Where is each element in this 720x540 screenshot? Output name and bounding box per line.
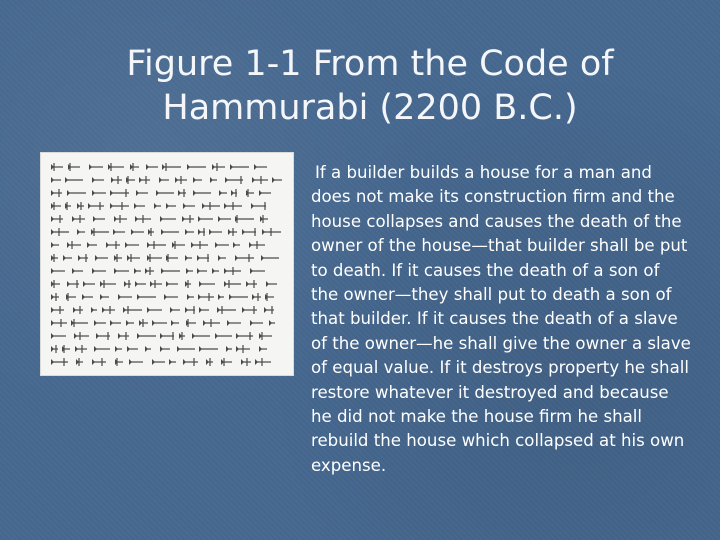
cuneiform-wedge bbox=[118, 332, 129, 340]
cuneiform-wedge bbox=[178, 189, 186, 197]
cuneiform-wedge bbox=[92, 268, 106, 274]
cuneiform-wedge bbox=[92, 177, 104, 183]
cuneiform-wedge bbox=[265, 293, 274, 301]
cuneiform-wedge bbox=[87, 242, 97, 248]
cuneiform-wedge bbox=[170, 307, 180, 313]
cuneiform-wedge bbox=[160, 346, 170, 352]
cuneiform-wedge bbox=[224, 202, 242, 210]
cuneiform-wedge bbox=[185, 280, 191, 288]
cuneiform-wedge bbox=[106, 241, 120, 249]
cuneiform-wedge bbox=[262, 228, 281, 236]
cuneiform-wedge bbox=[147, 254, 162, 262]
cuneiform-wedge bbox=[231, 189, 237, 197]
cuneiform-wedge bbox=[147, 241, 166, 249]
cuneiform-wedge bbox=[126, 320, 134, 326]
cuneiform-wedge bbox=[94, 320, 106, 326]
cuneiform-wedge bbox=[134, 203, 145, 209]
cuneiform-wedge bbox=[96, 332, 110, 340]
cuneiform-wedge bbox=[166, 281, 178, 287]
cuneiform-wedge bbox=[251, 202, 266, 210]
cuneiform-wedge bbox=[65, 202, 71, 210]
cuneiform-wedge bbox=[179, 332, 185, 340]
cuneiform-wedge bbox=[199, 281, 215, 287]
cuneiform-wedge bbox=[91, 307, 97, 313]
cuneiform-wedge bbox=[102, 306, 115, 314]
cuneiform-wedge bbox=[177, 346, 195, 352]
cuneiform-tablet-image bbox=[40, 152, 294, 376]
cuneiform-wedge bbox=[228, 228, 237, 236]
cuneiform-wedge bbox=[51, 280, 60, 288]
cuneiform-wedge bbox=[219, 190, 227, 196]
cuneiform-wedge bbox=[218, 294, 224, 300]
cuneiform-wedge bbox=[114, 254, 122, 262]
cuneiform-wedge bbox=[139, 319, 148, 327]
cuneiform-wedge bbox=[250, 320, 263, 326]
cuneiform-wedge bbox=[259, 332, 272, 340]
cuneiform-wedge bbox=[198, 228, 205, 236]
cuneiform-wedge bbox=[264, 306, 274, 314]
cuneiform-wedge bbox=[71, 319, 88, 327]
cuneiform-wedge bbox=[83, 281, 95, 287]
cuneiform-wedge bbox=[75, 345, 87, 353]
cuneiform-wedge bbox=[72, 268, 83, 274]
cuneiform-wedge bbox=[215, 242, 229, 248]
cuneiform-wedge bbox=[115, 346, 122, 352]
cuneiform-wedge bbox=[198, 293, 214, 301]
cuneiform-wedge bbox=[156, 190, 174, 196]
cuneiform-wedge bbox=[146, 164, 158, 170]
cuneiform-wedge bbox=[51, 242, 59, 248]
cuneiform-wedge bbox=[51, 163, 63, 171]
cuneiform-wedge bbox=[230, 164, 249, 170]
cuneiform-wedge bbox=[159, 177, 169, 183]
cuneiform-wedge bbox=[229, 294, 248, 300]
cuneiform-wedge bbox=[186, 319, 196, 327]
cuneiform-wedge bbox=[166, 254, 178, 262]
cuneiform-wedge bbox=[137, 333, 156, 339]
cuneiform-wedge bbox=[199, 307, 209, 313]
cuneiform-wedge bbox=[161, 229, 179, 235]
cuneiform-wedge bbox=[202, 202, 220, 210]
cuneiform-wedge bbox=[227, 320, 241, 326]
cuneiform-wedge bbox=[166, 203, 176, 209]
cuneiform-wedge bbox=[118, 294, 132, 300]
cuneiform-wedge bbox=[212, 268, 219, 274]
cuneiform-wedge bbox=[206, 358, 213, 366]
cuneiform-wedge bbox=[68, 163, 80, 171]
cuneiform-wedge bbox=[145, 267, 154, 275]
cuneiform-wedge bbox=[236, 332, 253, 340]
cuneiform-wedge bbox=[172, 241, 185, 249]
cuneiform-wedge bbox=[185, 255, 192, 261]
cuneiform-wedge bbox=[51, 306, 64, 314]
cuneiform-wedge bbox=[51, 228, 69, 236]
cuneiform-wedge bbox=[148, 228, 154, 236]
cuneiform-wedge bbox=[259, 190, 271, 196]
cuneiform-wedge bbox=[164, 294, 178, 300]
cuneiform-wedge bbox=[183, 203, 195, 209]
cuneiform-wedge bbox=[192, 333, 210, 339]
cuneiform-wedge bbox=[260, 215, 268, 223]
slide-body-text: If a builder builds a house for a man and does not make its construction firm and the house collapses and causes the death of the owner of the house—that builder shall be put to death. If it causes the death of a son of the owner—they shall put to death a son of that builder. If it causes the death of a slave of the owner—he shall give the owner a slave of equal value. If it destroys property he shall restore whatever it destroyed and because he did not make the house firm he shall rebuild the house which collapsed at his own expense. bbox=[311, 163, 691, 475]
cuneiform-wedge bbox=[110, 189, 129, 197]
cuneiform-wedge bbox=[135, 281, 146, 287]
cuneiform-wedge bbox=[242, 228, 256, 236]
cuneiform-wedge bbox=[233, 242, 240, 248]
cuneiform-wedge bbox=[89, 164, 103, 170]
cuneiform-wedge bbox=[51, 215, 63, 223]
cuneiform-wedge bbox=[51, 202, 61, 210]
cuneiform-wedge bbox=[67, 190, 86, 196]
cuneiform-wedge bbox=[95, 255, 108, 261]
cuneiform-wedge bbox=[82, 294, 93, 300]
cuneiform-wedge bbox=[62, 345, 70, 353]
cuneiform-wedge bbox=[136, 190, 148, 196]
cuneiform-wedge bbox=[215, 333, 232, 339]
cuneiform-wedge bbox=[226, 346, 232, 352]
slide-title: Figure 1-1 From the Code of Hammurabi (2200 B.C.) bbox=[126, 44, 614, 128]
cuneiform-wedge bbox=[185, 306, 195, 314]
cuneiform-wedge bbox=[51, 358, 68, 366]
cuneiform-wedge bbox=[187, 164, 206, 170]
cuneiform-wedge bbox=[197, 254, 209, 262]
cuneiform-wedge bbox=[113, 229, 125, 235]
cuneiform-wedge bbox=[252, 293, 261, 301]
cuneiform-wedge bbox=[51, 293, 59, 301]
cuneiform-wedge bbox=[210, 177, 217, 183]
cuneiform-wedge bbox=[130, 163, 139, 171]
cuneiform-wedge bbox=[175, 176, 187, 184]
cuneiform-wedge bbox=[225, 176, 243, 184]
cuneiform-wedge bbox=[147, 307, 162, 313]
cuneiform-glyphs bbox=[41, 153, 293, 375]
cuneiform-wedge bbox=[127, 346, 138, 352]
cuneiform-wedge bbox=[125, 242, 139, 248]
cuneiform-wedge bbox=[65, 177, 83, 183]
cuneiform-wedge bbox=[152, 320, 167, 326]
cuneiform-wedge bbox=[78, 254, 88, 262]
cuneiform-wedge bbox=[115, 358, 123, 366]
cuneiform-wedge bbox=[217, 306, 236, 314]
cuneiform-wedge bbox=[77, 202, 84, 210]
cuneiform-wedge bbox=[51, 189, 62, 197]
cuneiform-wedge bbox=[269, 320, 275, 326]
cuneiform-wedge bbox=[134, 268, 141, 274]
cuneiform-wedge bbox=[100, 280, 116, 288]
cuneiform-wedge bbox=[94, 346, 110, 352]
cuneiform-wedge bbox=[191, 241, 208, 249]
cuneiform-wedge bbox=[186, 268, 193, 274]
cuneiform-wedge bbox=[131, 229, 144, 235]
cuneiform-wedge bbox=[161, 268, 180, 274]
cuneiform-wedge bbox=[154, 203, 161, 209]
cuneiform-wedge bbox=[63, 255, 72, 261]
cuneiform-wedge bbox=[111, 176, 122, 184]
cuneiform-wedge bbox=[51, 268, 65, 274]
cuneiform-wedge bbox=[135, 215, 151, 223]
cuneiform-wedge bbox=[259, 346, 267, 352]
cuneiform-wedge bbox=[162, 163, 181, 171]
cuneiform-wedge bbox=[108, 163, 124, 171]
cuneiform-wedge bbox=[160, 216, 176, 222]
cuneiform-wedge bbox=[126, 176, 135, 184]
cuneiform-wedge bbox=[152, 359, 165, 365]
cuneiform-wedge bbox=[124, 280, 131, 288]
cuneiform-wedge bbox=[224, 267, 241, 275]
cuneiform-wedge bbox=[236, 345, 250, 353]
cuneiform-wedge bbox=[197, 268, 207, 274]
cuneiform-wedge bbox=[114, 215, 127, 223]
cuneiform-wedge bbox=[100, 294, 109, 300]
cuneiform-wedge bbox=[193, 177, 202, 183]
cuneiform-wedge bbox=[92, 190, 106, 196]
cuneiform-wedge bbox=[169, 359, 176, 365]
cuneiform-wedge bbox=[51, 177, 61, 183]
cuneiform-wedge bbox=[93, 216, 105, 222]
cuneiform-wedge bbox=[76, 358, 83, 366]
cuneiform-wedge bbox=[67, 241, 81, 249]
cuneiform-wedge bbox=[51, 319, 67, 327]
cuneiform-wedge bbox=[212, 163, 225, 171]
cuneiform-wedge bbox=[198, 216, 213, 222]
cuneiform-wedge bbox=[252, 176, 268, 184]
cuneiform-wedge bbox=[137, 294, 156, 300]
cuneiform-wedge bbox=[221, 358, 232, 366]
cuneiform-wedge bbox=[203, 319, 220, 327]
cuneiform-wedge bbox=[139, 176, 150, 184]
cuneiform-wedge bbox=[129, 359, 143, 365]
cuneiform-wedge bbox=[145, 346, 151, 352]
cuneiform-wedge bbox=[254, 164, 267, 170]
cuneiform-wedge bbox=[72, 215, 85, 223]
cuneiform-wedge bbox=[209, 229, 222, 235]
cuneiform-wedge bbox=[67, 280, 79, 288]
cuneiform-wedge bbox=[183, 358, 198, 366]
cuneiform-wedge bbox=[51, 333, 66, 339]
cuneiform-wedge bbox=[235, 215, 254, 223]
cuneiform-wedge bbox=[242, 306, 257, 314]
cuneiform-wedge bbox=[235, 254, 254, 262]
cuneiform-wedge bbox=[255, 358, 271, 366]
cuneiform-wedge bbox=[246, 280, 257, 288]
cuneiform-wedge bbox=[193, 190, 211, 196]
cuneiform-wedge bbox=[110, 202, 129, 210]
cuneiform-wedge bbox=[51, 345, 58, 353]
cuneiform-wedge bbox=[150, 280, 162, 288]
cuneiform-wedge bbox=[182, 215, 194, 223]
cuneiform-wedge bbox=[261, 255, 279, 261]
cuneiform-wedge bbox=[249, 241, 265, 249]
cuneiform-wedge bbox=[185, 229, 194, 235]
cuneiform-wedge bbox=[74, 332, 89, 340]
cuneiform-wedge bbox=[187, 294, 194, 300]
cuneiform-wedge bbox=[110, 320, 121, 326]
cuneiform-wedge bbox=[218, 255, 226, 261]
cuneiform-wedge bbox=[66, 293, 76, 301]
cuneiform-wedge bbox=[114, 268, 129, 274]
cuneiform-wedge bbox=[272, 177, 282, 183]
cuneiform-wedge bbox=[266, 281, 277, 287]
cuneiform-wedge bbox=[92, 358, 106, 366]
cuneiform-wedge bbox=[160, 332, 174, 340]
cuneiform-wedge bbox=[224, 280, 241, 288]
cuneiform-wedge bbox=[218, 216, 231, 222]
cuneiform-wedge bbox=[250, 268, 265, 274]
cuneiform-wedge bbox=[241, 358, 251, 366]
cuneiform-wedge bbox=[123, 306, 142, 314]
cuneiform-wedge bbox=[77, 229, 85, 235]
cuneiform-wedge bbox=[199, 346, 218, 352]
cuneiform-wedge bbox=[73, 306, 83, 314]
cuneiform-wedge bbox=[91, 228, 109, 236]
cuneiform-wedge bbox=[171, 320, 179, 326]
cuneiform-wedge bbox=[88, 202, 104, 210]
cuneiform-wedge bbox=[51, 254, 58, 262]
cuneiform-wedge bbox=[246, 189, 254, 197]
cuneiform-wedge bbox=[127, 254, 140, 262]
